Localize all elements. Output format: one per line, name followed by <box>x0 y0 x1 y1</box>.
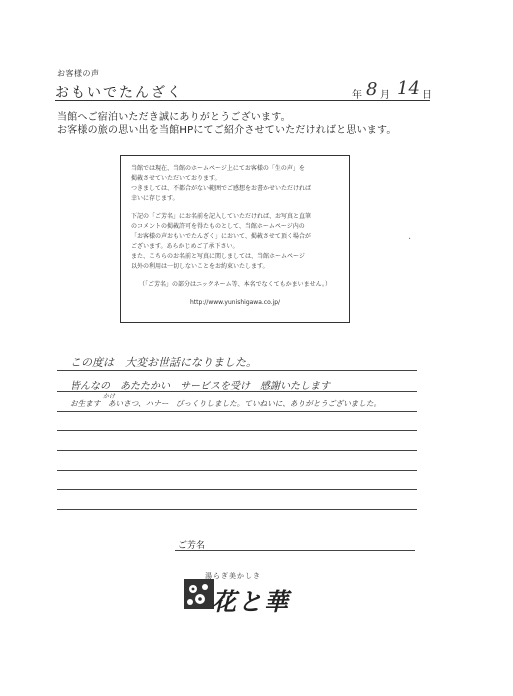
name-field-line <box>175 550 415 551</box>
comment-rule <box>57 489 417 490</box>
form-title: おもいでたんざく <box>55 85 183 101</box>
intro-line-2: お客様の旅の思い出を当館HPにてご紹介させていただければと思います。 <box>57 125 397 136</box>
logo-tagline: 湯らぎ美かしき <box>205 572 261 580</box>
pen-mark: · <box>408 234 412 245</box>
notice-text: 下記の「ご芳名」にお名前を記入していただければ、お写真と直筆 <box>131 213 312 220</box>
comment-rule <box>57 411 417 412</box>
form-subtitle: お客様の声 <box>57 69 100 78</box>
notice-text: のコメントの掲載許可を得たものとして、当館ホームページ内の <box>131 223 305 230</box>
notice-text: 掲載させていただいております。 <box>131 175 221 182</box>
date-month-label: 月 <box>380 90 390 101</box>
comment-rule <box>57 509 417 510</box>
notice-text: また、こちらのお名前と写真に関しましては、当館ホームページ <box>131 253 305 260</box>
title-underline <box>55 100 430 101</box>
furigana: かけ <box>103 393 116 400</box>
comment-rule <box>57 370 417 371</box>
notice-text: 「お客様の声おもいでたんざく」において、掲載させて頂く場合が <box>131 233 311 240</box>
notice-note: （「ご芳名」の部分はニックネーム等、本名でなくてもかまいません。） <box>138 281 332 288</box>
notice-text: 以外の利用は一切しないことをお約束いたします。 <box>131 263 269 270</box>
logo-name: 花と華 <box>212 587 290 616</box>
comment-line-1: この度は 大変お世話になりました。 <box>70 356 257 369</box>
website-url: http://www.yunishigawa.co.jp/ <box>189 299 281 306</box>
comment-line-2: 皆んなの あたたかい サービスを受け 感謝いたします <box>70 381 330 392</box>
date-day-label: 日 <box>422 90 432 101</box>
notice-text: 当館では現在、当館のホームページ上にてお客様の「生の声」を <box>131 165 305 172</box>
notice-text: ございます。あらかじめご了承下さい。 <box>131 243 239 250</box>
comment-rule <box>57 430 417 431</box>
date-day-value: 14 <box>397 78 420 99</box>
notice-text: つきましては、不都合がない範囲でご感想をお書かせいただければ <box>131 185 312 192</box>
comment-rule <box>57 450 417 451</box>
comment-line-3: お生ます あいさつ、ハナー びっくりしました。ていねいに、ありがとうございました。 <box>70 399 382 408</box>
date-year-label: 年 <box>352 90 362 101</box>
comment-rule <box>57 391 417 392</box>
intro-line-1: 当館へご宿泊いただき誠にありがとうございます。 <box>57 112 291 123</box>
date-month-value: 8 <box>366 79 378 100</box>
privacy-notice-box <box>120 155 350 323</box>
name-label: ご芳名 <box>178 541 206 551</box>
notice-text: 幸いに存じます。 <box>131 195 179 202</box>
comment-rule <box>57 470 417 471</box>
